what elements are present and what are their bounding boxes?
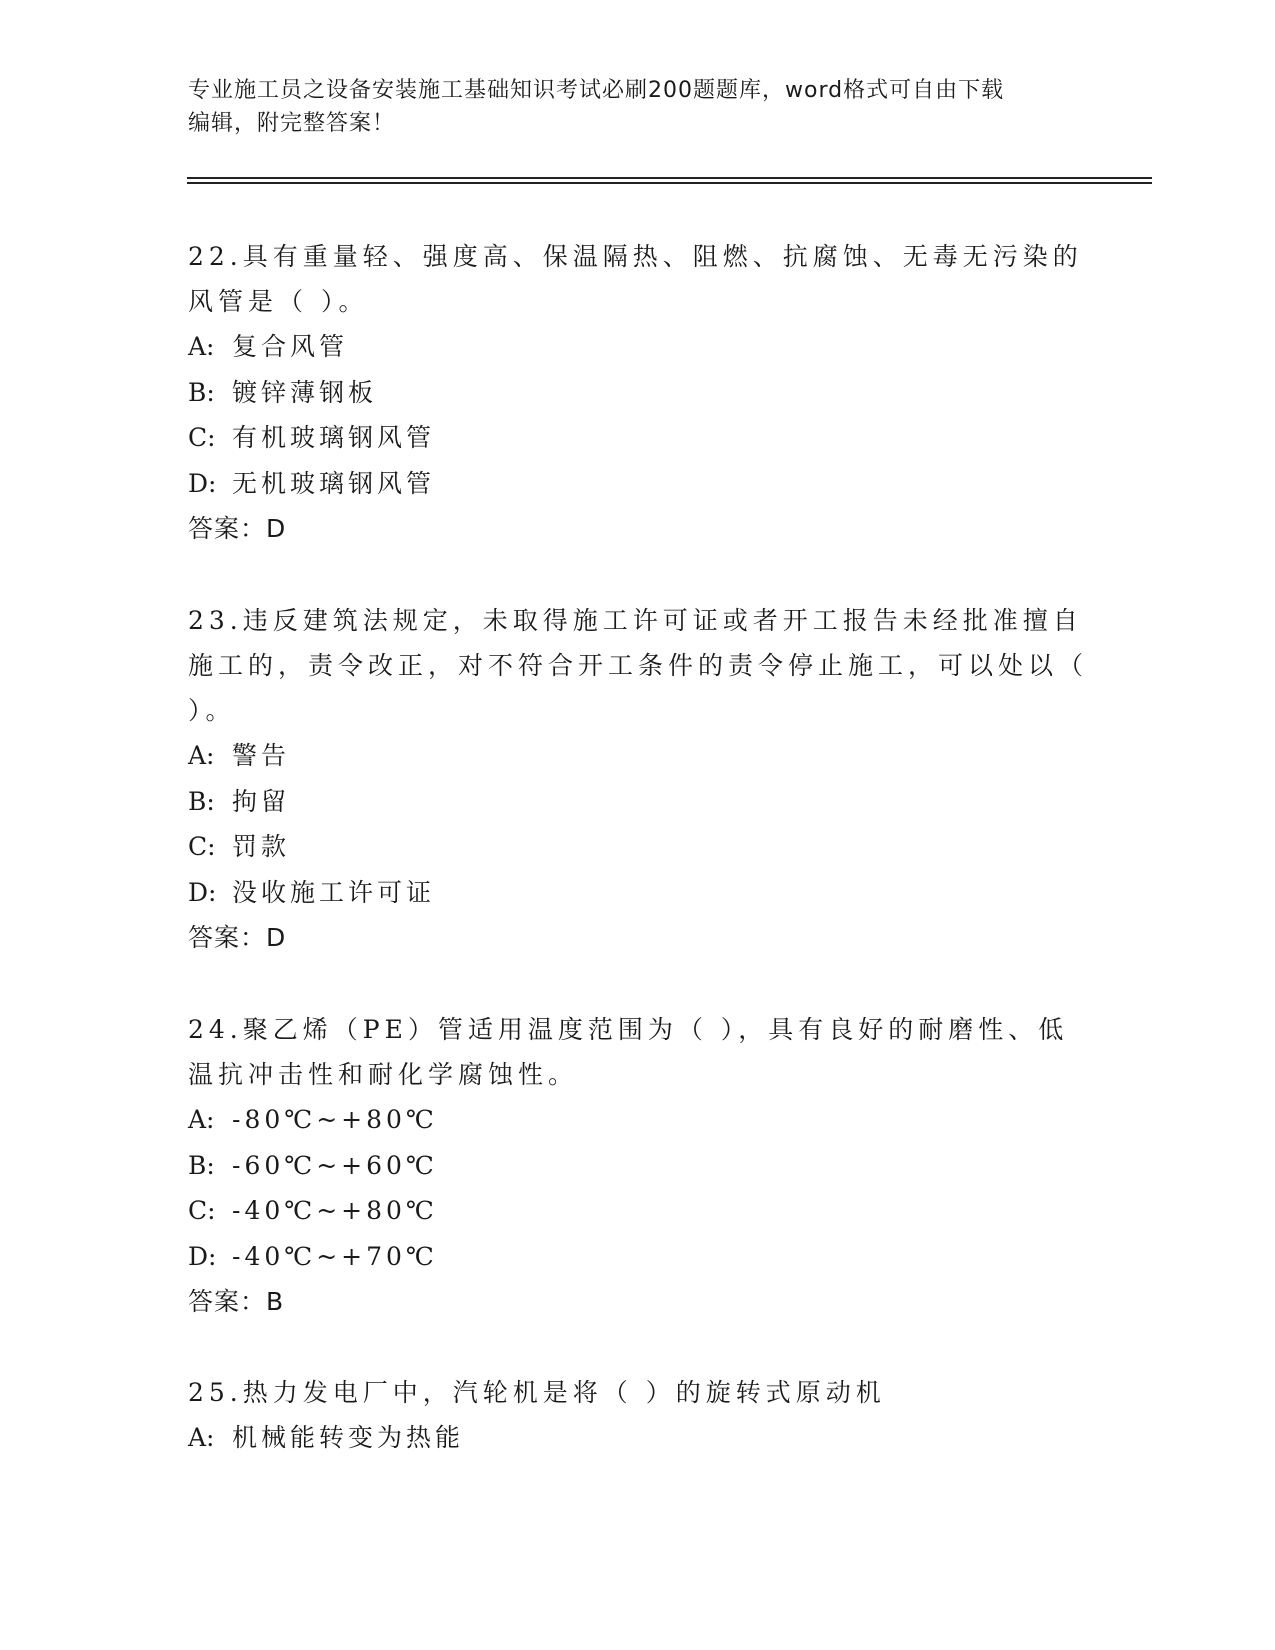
option-d: [188, 461, 1088, 507]
answer-line: 答案：D: [188, 514, 287, 543]
option-text: 拘留: [232, 786, 291, 816]
option-key: B:: [188, 786, 215, 816]
question-23: [188, 598, 1088, 960]
option-b: [188, 779, 1088, 825]
option-c: [188, 1188, 1088, 1234]
header-title-line-2: 编辑，附完整答案！: [188, 111, 396, 136]
option-text: 警告: [232, 741, 291, 770]
option-b: [188, 1143, 1088, 1189]
question-stem: 22.具有重量轻、强度高、保温隔热、阻燃、抗腐蚀、无毒无污染的风管是（ ）。: [188, 242, 1083, 316]
answer-line: 答案：D: [188, 923, 287, 952]
option-a: [188, 1097, 1088, 1143]
option-key: A:: [188, 1423, 215, 1452]
question-22: [188, 234, 1088, 551]
option-key: D:: [188, 877, 217, 907]
option-text: 罚款: [232, 832, 291, 861]
option-key: D:: [188, 1241, 217, 1271]
option-key: A:: [188, 332, 215, 361]
option-d: [188, 1234, 1088, 1280]
question-25: [188, 1370, 1088, 1461]
option-key: C:: [188, 1196, 216, 1225]
option-text: 机械能转变为热能: [232, 1423, 465, 1452]
answer-line: 答案：B: [188, 1287, 285, 1316]
document-header: [188, 74, 1088, 140]
question-stem: 23.违反建筑法规定，未取得施工许可证或者开工报告未经批准擅自施工的，责令改正，对不符合开工条件的责令停止施工，可以处以（ ）。: [188, 606, 1089, 725]
option-text: 复合风管: [232, 332, 349, 361]
option-text: 有机玻璃钢风管: [232, 423, 436, 452]
option-key: C:: [188, 832, 216, 861]
header-title-line-1: 专业施工员之设备安装施工基础知识考试必刷200题题库，word格式可自由下载: [188, 78, 1005, 103]
option-key: B:: [188, 377, 215, 407]
option-text: 没收施工许可证: [232, 877, 436, 907]
option-text: -40℃~+70℃: [232, 1241, 438, 1271]
question-stem: 25.热力发电厂中，汽轮机是将（ ）的旋转式原动机: [188, 1378, 886, 1407]
question-stem: 24.聚乙烯（PE）管适用温度范围为（ ），具有良好的耐磨性、低温抗冲击性和耐化学腐蚀性。: [188, 1015, 1069, 1089]
option-text: 镀锌薄钢板: [232, 377, 378, 407]
option-c: [188, 415, 1088, 461]
option-text: -40℃~+80℃: [232, 1196, 438, 1225]
option-key: D:: [188, 468, 217, 498]
option-a: [188, 324, 1088, 370]
option-key: A:: [188, 741, 215, 770]
question-24: [188, 1007, 1088, 1324]
header-divider-top: [187, 177, 1152, 179]
option-key: A:: [188, 1105, 215, 1134]
option-key: B:: [188, 1150, 215, 1180]
option-a: [188, 733, 1088, 779]
option-a: [188, 1415, 1088, 1461]
option-text: 无机玻璃钢风管: [232, 468, 436, 498]
option-text: -60℃~+60℃: [232, 1150, 438, 1180]
option-c: [188, 824, 1088, 870]
option-d: [188, 870, 1088, 916]
option-text: -80℃~+80℃: [232, 1105, 438, 1134]
option-b: [188, 370, 1088, 416]
header-divider-bottom: [187, 182, 1152, 184]
option-key: C:: [188, 423, 216, 452]
